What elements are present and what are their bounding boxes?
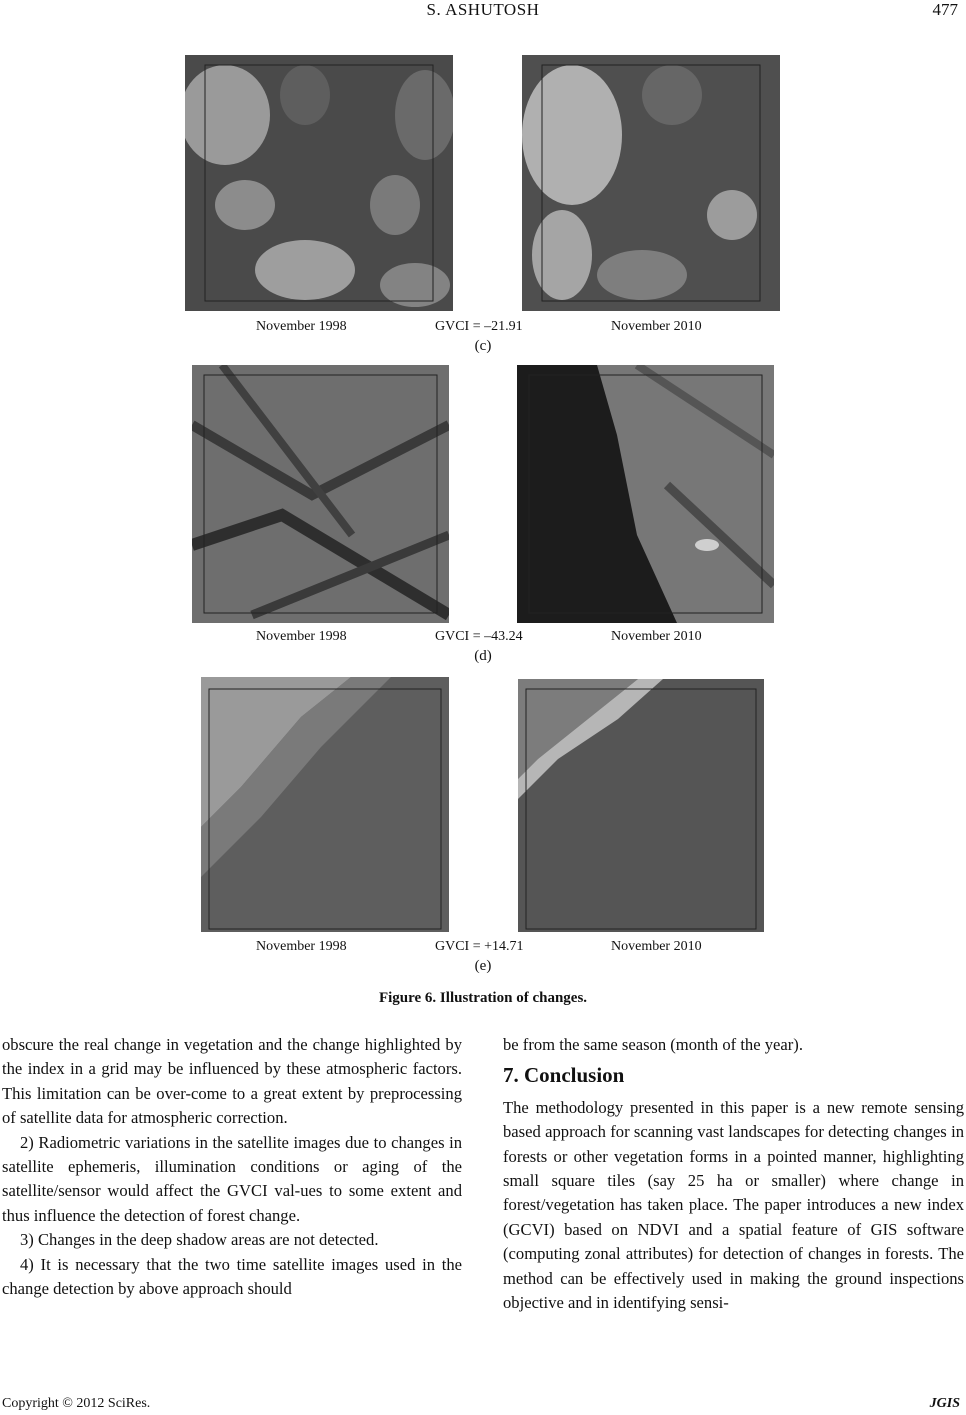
section-heading-conclusion: 7. Conclusion <box>503 1063 625 1088</box>
panel-d-left-label: November 1998 <box>256 629 347 644</box>
panel-c-2010-image <box>522 55 780 311</box>
left-paragraph-4: 4) It is necessary that the two time satellite images used in the change detection by above approach should <box>2 1254 462 1299</box>
panel-e-1998-image <box>201 677 449 932</box>
panel-d-gvci-label: GVCI = –43.24 <box>435 629 523 644</box>
footer-journal: JGIS <box>929 1396 960 1411</box>
panel-d-letter: (d) <box>474 648 492 664</box>
right-column <box>503 1033 964 1315</box>
panel-c-gvci-label: GVCI = –21.91 <box>435 319 523 334</box>
panel-c-right-label: November 2010 <box>611 319 702 334</box>
panel-e-letter: (e) <box>474 958 492 974</box>
page-number: 477 <box>932 0 958 19</box>
left-paragraph-2: 2) Radiometric variations in the satellite images due to changes in satellite ephemeris, illumination conditions or aging of the satellite/sensor would affect the GVCI val-ues to some extent and thus influence the detection of forest change. <box>2 1132 462 1225</box>
panel-c-1998-image <box>185 55 453 311</box>
panel-d-right-label: November 2010 <box>611 629 702 644</box>
right-paragraph-1: be from the same season (month of the year). <box>503 1035 803 1054</box>
panel-e-left-label: November 1998 <box>256 939 347 954</box>
panel-e-gvci-label: GVCI = +14.71 <box>435 939 524 954</box>
figure-caption: Figure 6. Illustration of changes. <box>378 990 588 1006</box>
right-paragraph-2: The methodology presented in this paper is a new remote sensing based approach for scanning vast landscapes for detecting changes in forests or other vegetation forms in a pointed manner, highlighting small square tiles (say 25 ha or smaller) where change in forest/vegetation has taken place. The paper introduces a new index (GCVI) based on NDVI and a spatial feature of GIS software (computing zonal attributes) for detection of changes in forests. The method can be effectively used in making the ground inspections objective and in identifying sensi- <box>503 1097 964 1313</box>
panel-c-letter: (c) <box>474 338 492 354</box>
footer-copyright: Copyright © 2012 SciRes. <box>2 1396 151 1411</box>
panel-e-2010-image <box>518 679 764 932</box>
panel-d-2010-image <box>517 365 774 623</box>
left-paragraph-3: 3) Changes in the deep shadow areas are not detected. <box>20 1230 379 1250</box>
panel-e-right-label: November 2010 <box>611 939 702 954</box>
left-paragraph-1: obscure the real change in vegetation and the change highlighted by the index in a grid may be influenced by these atmospheric factors. This limitation can be over-come to a great extent by preprocessing of satellite data for atmospheric correction. <box>2 1035 462 1128</box>
running-header-author: S. ASHUTOSH <box>426 0 540 19</box>
left-column <box>2 1033 462 1301</box>
panel-d-1998-image <box>192 365 449 623</box>
panel-c-left-label: November 1998 <box>256 319 347 334</box>
